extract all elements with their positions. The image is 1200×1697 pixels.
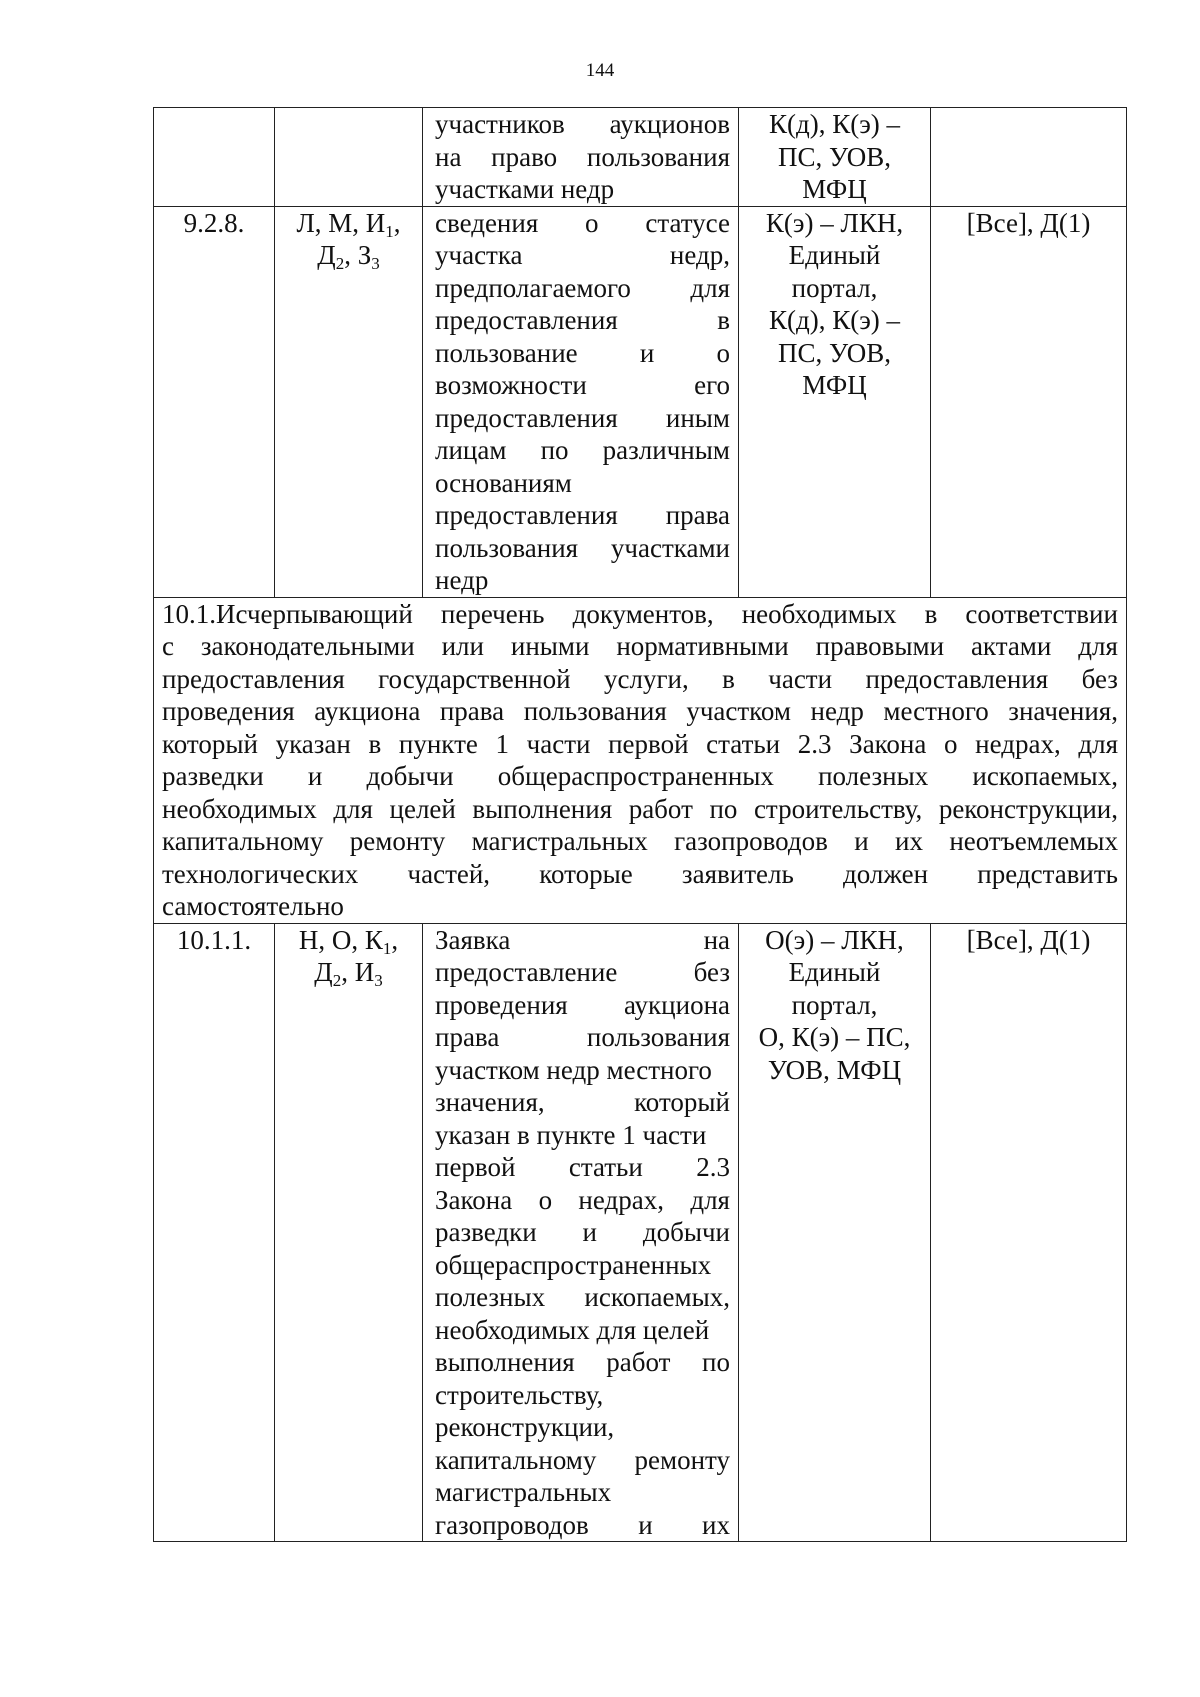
word: 1 [495,728,509,759]
channel-line: К(э) – ЛКН, [765,207,904,238]
word: который [634,1087,730,1117]
word: Закона [849,728,927,759]
channel-line: портал, [791,272,878,303]
table-row [154,108,1127,207]
text-line [435,1021,730,1054]
applicant-codes: , И [341,957,375,987]
text-line [435,1216,730,1249]
channel-line: Единый [788,240,881,270]
word: различным [602,435,730,465]
word: реконструкции, [435,1412,615,1442]
word: предоставления [162,663,345,694]
word: основаниям [435,467,572,498]
section-text-line [162,630,1118,663]
section-text-line: самостоятельно [162,891,344,921]
word: выполнения [472,793,613,824]
channel-line: К(д), К(э) – [768,109,901,139]
channel-line: МФЦ [802,174,867,204]
word: о [585,207,599,238]
text-line [435,532,730,565]
word: перечень [440,598,545,629]
category-cell [931,206,1127,597]
word: возможности [435,370,587,400]
applicant-codes: Д [317,240,336,270]
row-number: 9.2.8. [183,207,245,238]
section-text-line [162,825,1118,858]
word: общераспространенных [497,761,774,791]
word: ископаемых, [972,761,1118,791]
text-line [435,1281,730,1314]
word: нормативными [616,631,789,661]
word: для [1078,631,1118,661]
word: их [895,826,923,856]
word: участком [686,696,791,726]
applicant-codes-cell [275,108,423,207]
word: добычи [366,761,454,791]
word: в [722,663,735,694]
word: 10.1.Исчерпывающий [162,598,413,629]
word: магистральных [435,1477,612,1507]
word: пользования [435,532,579,563]
word: Заявка [435,924,511,955]
channel-line: ПС, УОВ, [777,141,892,172]
word: общераспространенных [435,1249,712,1280]
text-line [435,564,730,597]
word: неотъемлемых [949,826,1118,856]
word: недр [810,696,864,726]
word: первой [435,1152,516,1182]
word: недр, [669,240,730,270]
applicant-codes-subscript: 3 [374,971,383,990]
word: пользование [435,337,578,368]
applicant-codes: Н, О, К [298,924,383,955]
word: необходимых [741,598,897,629]
row-number-cell [154,108,275,207]
category-cell [931,108,1127,207]
word: полезных [435,1282,546,1312]
text-line [435,173,730,206]
word: заявитель [681,858,794,889]
word: сведения [435,207,539,238]
text-line [435,1444,730,1477]
word: ремонту [634,1444,730,1475]
text-line [435,239,730,272]
word: реконструкции, [938,793,1118,824]
word: необходимых [162,793,317,824]
channel-line: О, К(э) – ПС, [758,1022,911,1052]
word: без [693,957,730,987]
word: пункте [398,728,478,759]
text-line [435,272,730,305]
text-line [435,434,730,467]
applicant-codes-cell [275,923,423,1542]
section-heading-cell [154,597,1127,923]
word: статусе [645,207,730,238]
text-line [435,1151,730,1184]
word: частей, [407,858,491,889]
text-line [435,499,730,532]
channel-line: портал, [791,989,878,1020]
word: для [690,1184,730,1215]
channel-line: О(э) – ЛКН, [765,924,904,955]
channel-line: ПС, УОВ, [777,337,892,368]
word: разведки [435,1217,537,1247]
word: для [690,272,730,303]
submission-channels-cell [739,108,931,207]
word: на [703,924,730,955]
word: в [368,728,382,759]
word: права [665,500,730,530]
word: полезных [818,761,929,791]
word: и [854,826,869,856]
word: капитальному [162,826,324,856]
word: статьи [568,1152,643,1182]
applicant-codes: Л, М, И [296,207,386,238]
word: предоставления [435,305,618,335]
word: его [694,370,730,400]
word: недр [435,565,489,595]
word: предоставление [435,957,618,987]
word: аукциона [314,696,421,726]
word: технологических [162,858,359,889]
word: для [1078,728,1118,759]
word: о [716,337,730,368]
word: законодательными [200,631,415,661]
word: по [540,435,569,465]
document-description-cell [423,206,739,597]
applicant-codes-subscript: 1 [385,221,394,241]
word: государственной [378,663,571,694]
word: проведения [162,696,295,726]
applicant-codes-subscript: 2 [335,254,345,273]
section-text-line [162,663,1118,696]
row-number-cell [154,206,275,597]
word: указан [275,728,351,759]
word: магистральных [471,826,648,856]
word: на [435,141,462,172]
word: услуги, [603,663,689,694]
word: предоставления [435,402,618,433]
text-line [435,1249,730,1282]
text-line [435,141,730,174]
word: строительству, [753,793,923,824]
text-line [435,956,730,989]
text-line [435,1411,730,1444]
word: документов, [572,598,714,629]
word: добычи [642,1217,730,1247]
word: целей [389,793,456,824]
word: и [582,1217,597,1247]
word: соответствии [965,598,1118,629]
text-line [435,337,730,370]
word: о [538,1184,553,1215]
word: права [439,696,505,726]
row-number: 10.1.1. [176,924,252,955]
word: недрах, [578,1184,664,1215]
table-row [154,206,1127,597]
word: или [441,631,484,661]
word: который [162,728,258,759]
submission-channels-cell [739,923,931,1542]
word: с [162,631,174,661]
word: аукциона [623,989,730,1020]
word: и [307,761,323,791]
text-line [435,1476,730,1509]
text-line [435,1314,730,1347]
word: для [333,793,373,824]
applicant-codes: , З [344,240,372,270]
channel-line: К(д), К(э) – [768,305,901,335]
word: актами [970,631,1052,661]
applicant-codes-subscript: 1 [382,938,392,958]
section-text-line [162,598,1118,631]
submission-channels-cell [739,206,931,597]
section-text-line [162,793,1118,826]
word: предполагаемого [435,272,631,303]
word: должен [842,858,929,889]
word: строительству, [435,1379,604,1410]
word: о [944,728,958,759]
text-line [435,1054,730,1087]
word: участком недр местного [435,1054,712,1085]
applicant-codes-subscript: 2 [332,971,342,990]
text-line [435,402,730,435]
word: иными [510,631,590,661]
word: лицам [435,435,507,465]
word: капитальному [435,1444,597,1475]
text-line [435,989,730,1022]
word: иным [665,402,730,433]
word: статьи [706,728,781,759]
word: выполнения [435,1347,575,1377]
word: предоставления [435,500,618,530]
word: без [1081,663,1118,694]
text-line [435,304,730,337]
word: участников [435,109,565,139]
category-cell [931,923,1127,1542]
word: 2.3 [797,728,832,759]
word: аукционов [609,109,730,139]
document-description-cell [423,923,739,1542]
word: значения, [1008,696,1118,726]
text-line [435,1184,730,1217]
word: пользования [523,696,667,726]
word: участками недр [435,174,615,204]
word: в [924,598,938,629]
word: разведки [162,761,264,791]
word: пользования [586,1022,730,1052]
word: необходимых для целей [435,1314,710,1345]
word: по [709,793,738,824]
word: в [717,305,730,335]
applicant-codes: Д [314,957,333,987]
page-number: 144 [585,60,615,81]
word: проведения [435,989,568,1020]
table-row [154,923,1127,1542]
word: участка [435,240,523,270]
word: правовыми [815,631,945,661]
text-line [435,108,730,141]
word: ископаемых, [584,1282,730,1312]
word: местного [883,696,989,726]
category-value: [Все], Д(1) [966,207,1091,238]
word: недрах, [975,728,1061,759]
word: и [639,337,655,368]
section-text-line [162,858,1118,891]
text-line [435,467,730,500]
section-text-line [162,760,1118,793]
text-line [435,1509,730,1542]
word: которые [539,858,633,889]
text-line [435,369,730,402]
requirements-table [153,107,1127,1542]
text-line [435,1086,730,1119]
applicant-codes: , [393,207,401,238]
word: представить [977,858,1118,889]
section-text-line [162,728,1118,761]
word: части [768,663,833,694]
channel-line: МФЦ [802,370,867,400]
applicant-codes-cell [275,206,423,597]
text-line [435,1346,730,1379]
word: 2.3 [696,1152,730,1182]
word: пользования [586,141,730,172]
word: газопроводов [674,826,828,856]
word: работ [606,1347,671,1377]
word: первой [608,728,689,759]
text-line [435,924,730,957]
channel-line: Единый [788,957,881,987]
word: газопроводов [435,1509,589,1540]
word: значения, [435,1087,545,1117]
word: части [526,728,591,759]
word: работ [628,793,693,824]
text-line [435,207,730,240]
row-number-cell [154,923,275,1542]
channel-line: УОВ, МФЦ [767,1054,902,1085]
applicant-codes-subscript: 3 [371,254,380,273]
applicant-codes: , [391,924,399,955]
text-line [435,1119,730,1152]
word: участками [610,532,730,563]
category-value: [Все], Д(1) [966,924,1091,955]
section-heading-row [154,597,1127,923]
text-line [435,1379,730,1412]
word: указан в пункте 1 части [435,1119,707,1150]
word: предоставления [865,663,1049,694]
word: право [491,141,558,172]
word: и [638,1509,653,1540]
document-description-cell [423,108,739,207]
word: ремонту [349,826,446,856]
word: по [702,1347,730,1377]
word: права [435,1022,500,1052]
word: Закона [435,1184,513,1215]
word: их [702,1509,730,1540]
section-text-line [162,695,1118,728]
